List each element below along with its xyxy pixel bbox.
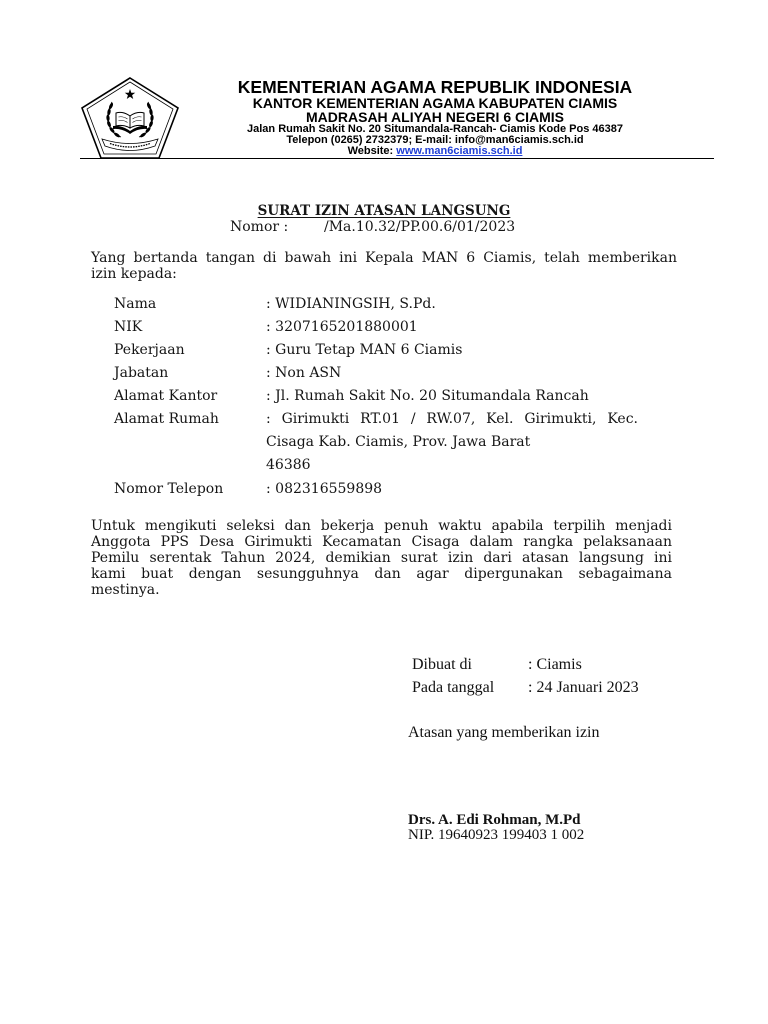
field-separator: : — [266, 365, 271, 381]
website-link[interactable]: www.man6ciamis.sch.id — [396, 145, 523, 157]
date-label: Pada tanggal — [412, 679, 495, 696]
purpose-paragraph — [91, 518, 672, 598]
field-value-text: 082316559898 — [275, 481, 383, 497]
letterhead-divider — [80, 158, 714, 159]
field-label: Alamat Rumah — [114, 411, 219, 427]
signer-name: Drs. A. Edi Rohman, M.Pd — [408, 812, 581, 828]
letterhead — [190, 78, 680, 157]
field-separator: : — [266, 388, 271, 404]
field-separator: : — [266, 411, 271, 427]
place-value-text: Ciamis — [536, 656, 582, 673]
field-value — [266, 319, 418, 335]
field-row-pekerjaan — [0, 342, 768, 365]
field-value — [266, 365, 341, 381]
field-value-text: Non ASN — [275, 365, 342, 381]
intro-paragraph — [91, 251, 677, 282]
field-value-text: Guru Tetap MAN 6 Ciamis — [275, 342, 463, 358]
school-address: Jalan Rumah Sakit No. 20 Situmandala-Rancah- Ciamis Kode Pos 46387 — [247, 123, 623, 135]
purpose-line: mestinya. — [91, 582, 160, 598]
field-separator: : — [266, 342, 271, 358]
place-value — [528, 656, 582, 674]
field-row-nama — [0, 296, 768, 319]
field-separator: : — [266, 481, 271, 497]
signer-nip: NIP. 19640923 199403 1 002 — [408, 827, 585, 843]
field-separator: : — [266, 296, 271, 312]
field-label: Alamat Kantor — [114, 388, 218, 404]
field-value-text: WIDIANINGSIH, S.Pd. — [275, 296, 436, 312]
field-row-alamat-kantor — [0, 388, 768, 411]
field-value — [266, 388, 589, 404]
purpose-line: Pemilu serentak Tahun 2024, demikian surat izin dari atasan langsung ini — [91, 550, 672, 566]
field-label: NIK — [114, 319, 143, 335]
school-website — [190, 146, 680, 157]
signer-role: Atasan yang memberikan izin — [408, 724, 600, 741]
website-label: Website: — [347, 145, 394, 157]
field-value — [266, 481, 382, 497]
office-name: KANTOR KEMENTERIAN AGAMA KABUPATEN CIAMIS — [252, 95, 618, 111]
field-value-continuation: Cisaga Kab. Ciamis, Prov. Jawa Barat — [266, 434, 531, 450]
field-value-text: Jl. Rumah Sakit No. 20 Situmandala Rancah — [275, 388, 589, 404]
field-separator: : — [266, 319, 271, 335]
place-label: Dibuat di — [412, 656, 472, 673]
intro-line: Yang bertanda tangan di bawah ini Kepala MAN 6 Ciamis, telah memberikan — [91, 250, 677, 266]
field-value-continuation: 46386 — [266, 457, 311, 473]
field-value — [266, 411, 638, 427]
letter-number-value: /Ma.10.32/PP.00.6/01/2023 — [324, 219, 516, 235]
field-label: Jabatan — [114, 365, 169, 381]
intro-line: izin kepada: — [91, 265, 177, 282]
date-value — [528, 679, 639, 697]
field-value-text: 3207165201880001 — [275, 319, 418, 335]
letter-title: SURAT IZIN ATASAN LANGSUNG — [257, 203, 511, 219]
purpose-line: Anggota PPS Desa Girimukti Kecamatan Cisaga dalam rangka pelaksanaan — [91, 534, 672, 550]
field-value-text: Girimukti RT.01 / RW.07, Kel. Girimukti, Kec. — [281, 411, 638, 427]
field-row-alamat-rumah — [0, 411, 768, 481]
field-separator: : — [528, 679, 533, 696]
field-separator: : — [528, 656, 533, 673]
letter-number-label: Nomor : — [230, 219, 289, 235]
field-label: Nama — [114, 296, 157, 312]
ministry-name: KEMENTERIAN AGAMA REPUBLIK INDONESIA — [237, 77, 633, 97]
field-row-jabatan — [0, 365, 768, 388]
kemenag-emblem-icon — [81, 77, 179, 159]
school-name: MADRASAH ALIYAH NEGERI 6 CIAMIS — [306, 109, 564, 125]
purpose-line: kami buat dengan sesungguhnya dan agar dipergunakan sebagaimana — [91, 566, 672, 582]
school-contact: Telepon (0265) 2732379; E-mail: info@man6ciamis.sch.id — [286, 134, 584, 146]
purpose-line: Untuk mengikuti seleksi dan bekerja penuh waktu apabila terpilih menjadi — [91, 518, 672, 534]
field-row-nomor-telepon — [0, 481, 768, 504]
field-row-nik — [0, 319, 768, 342]
field-value — [266, 296, 436, 312]
date-value-text: 24 Januari 2023 — [536, 679, 639, 696]
field-label: Nomor Telepon — [114, 481, 224, 497]
field-value — [266, 342, 462, 358]
field-label: Pekerjaan — [114, 342, 185, 358]
